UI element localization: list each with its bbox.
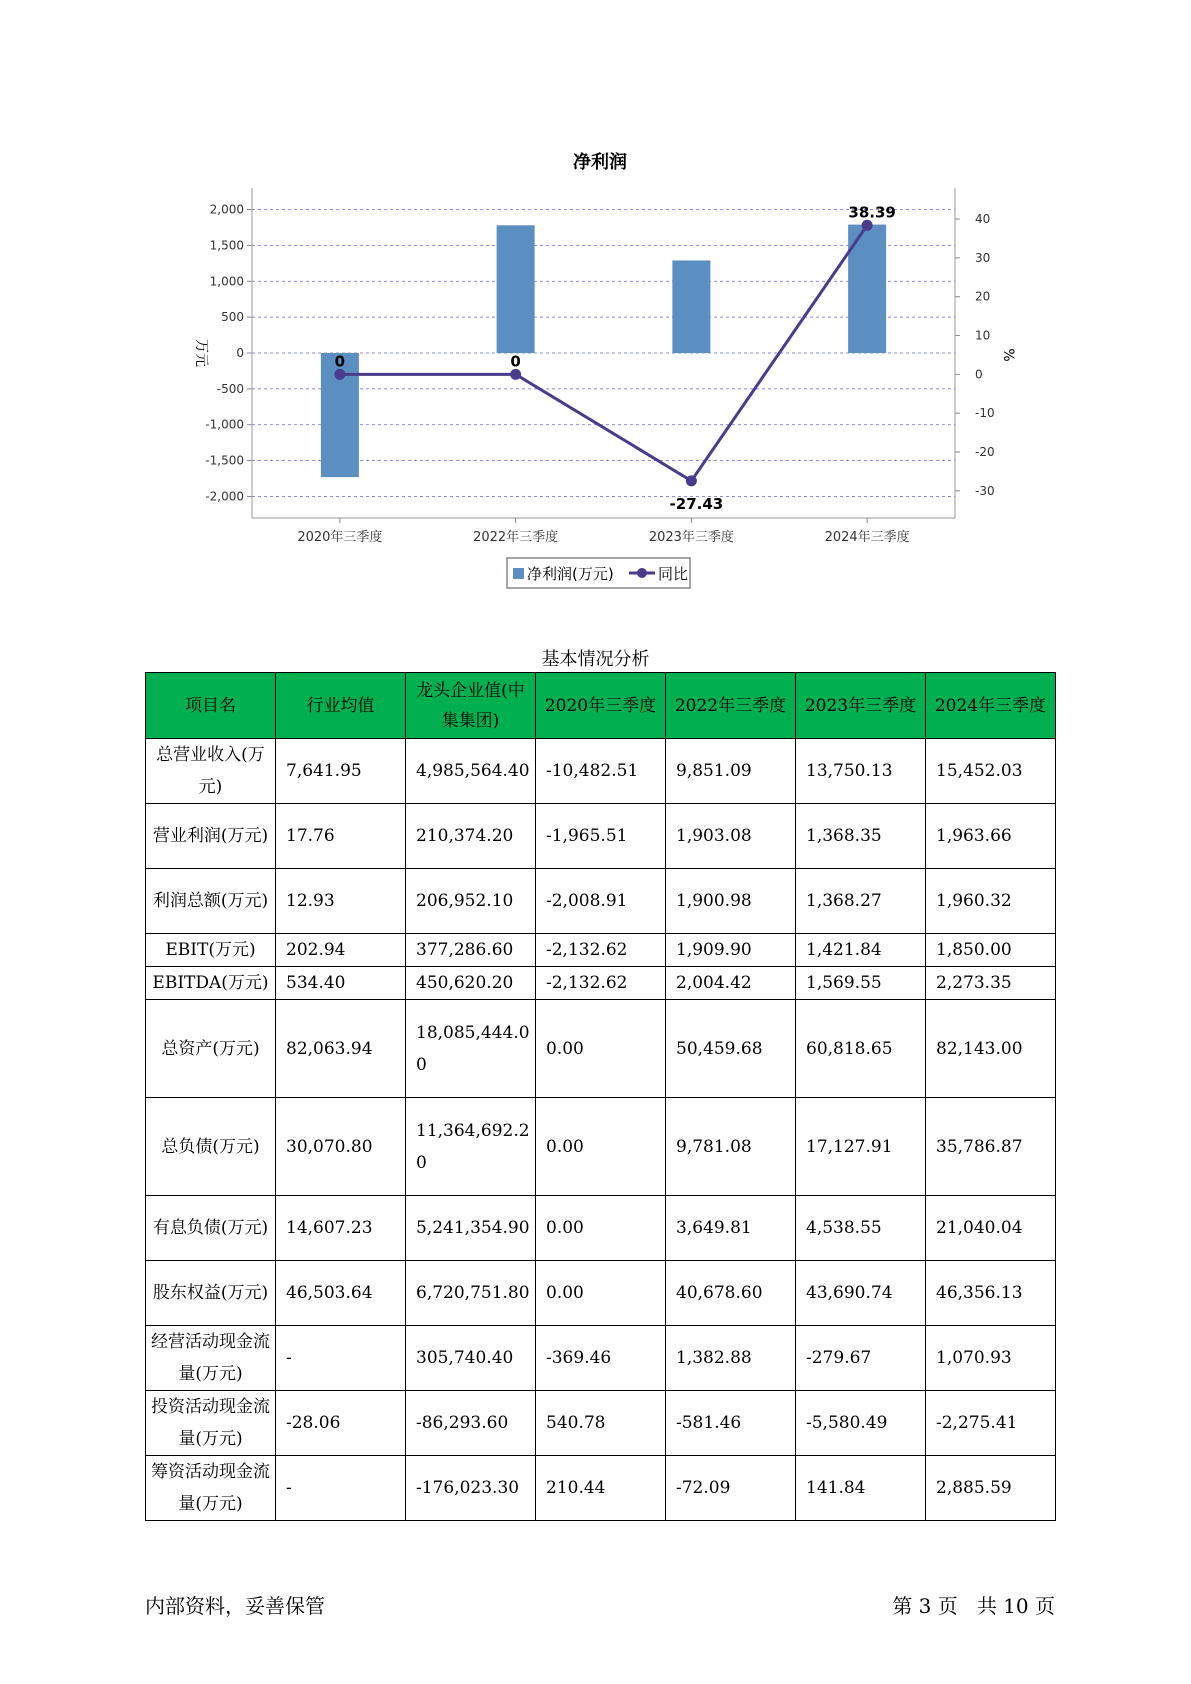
value-cell: 0.00: [536, 1000, 666, 1098]
x-tick-label: 2020年三季度: [297, 530, 383, 545]
value-cell: -369.46: [536, 1326, 666, 1391]
value-cell: 11,364,692.20: [406, 1098, 536, 1196]
value-cell: 1,960.32: [926, 869, 1056, 934]
value-cell: 1,903.08: [666, 804, 796, 869]
y-tick-label: -1,000: [205, 417, 244, 432]
value-cell: 202.94: [276, 934, 406, 967]
footer-confidential-note: 内部资料，妥善保管: [145, 1594, 325, 1618]
value-cell: 1,963.66: [926, 804, 1056, 869]
table-row: [146, 804, 1056, 869]
data-label: 0: [334, 352, 346, 371]
footer-page-number: 第 3 页 共 10 页: [892, 1594, 1055, 1618]
bar-series: [321, 225, 886, 478]
row-label-cell: 有息负债(万元): [146, 1196, 276, 1261]
value-cell: 14,607.23: [276, 1196, 406, 1261]
value-cell: 40,678.60: [666, 1261, 796, 1326]
table-row: [146, 1000, 1056, 1098]
x-tick-label: 2024年三季度: [824, 530, 910, 545]
data-label: -27.43: [669, 494, 724, 513]
value-cell: 1,368.27: [796, 869, 926, 934]
row-label-cell: EBITDA(万元): [146, 967, 276, 1000]
table-header-cell: 龙头企业值(中集集团): [406, 673, 536, 739]
value-cell: 0.00: [536, 1261, 666, 1326]
value-cell: 13,750.13: [796, 739, 926, 804]
table-row: [146, 739, 1056, 804]
table-row: [146, 1196, 1056, 1261]
value-cell: 50,459.68: [666, 1000, 796, 1098]
value-cell: 5,241,354.90: [406, 1196, 536, 1261]
value-cell: 60,818.65: [796, 1000, 926, 1098]
value-cell: 2,004.42: [666, 967, 796, 1000]
legend-label-yoy: 同比: [658, 565, 689, 583]
value-cell: -5,580.49: [796, 1391, 926, 1456]
table-row: [146, 869, 1056, 934]
value-cell: -581.46: [666, 1391, 796, 1456]
y2-tick-label: 30: [975, 250, 991, 265]
y2-tick-label: -20: [975, 445, 995, 459]
value-cell: 4,985,564.40: [406, 739, 536, 804]
table-row: [146, 1261, 1056, 1326]
y-tick-label: 1,500: [209, 238, 244, 253]
chart-legend: [507, 558, 690, 588]
value-cell: 534.40: [276, 967, 406, 1000]
table-header-cell: 项目名: [146, 673, 276, 739]
table-header-row: [146, 673, 1056, 739]
data-label: 38.39: [848, 203, 896, 222]
value-cell: 210,374.20: [406, 804, 536, 869]
value-cell: 12.93: [276, 869, 406, 934]
table-row: [146, 934, 1056, 967]
value-cell: -2,275.41: [926, 1391, 1056, 1456]
legend-swatch-point: [637, 568, 647, 578]
chart-axes: [193, 188, 1016, 545]
value-cell: 1,368.35: [796, 804, 926, 869]
value-cell: -86,293.60: [406, 1391, 536, 1456]
row-label-cell: 总负债(万元): [146, 1098, 276, 1196]
value-cell: 0.00: [536, 1196, 666, 1261]
value-cell: 43,690.74: [796, 1261, 926, 1326]
y-tick-label: -2,000: [205, 489, 244, 504]
value-cell: 540.78: [536, 1391, 666, 1456]
value-cell: 18,085,444.00: [406, 1000, 536, 1098]
value-cell: 6,720,751.80: [406, 1261, 536, 1326]
value-cell: 30,070.80: [276, 1098, 406, 1196]
value-cell: 1,900.98: [666, 869, 796, 934]
table-row: [146, 1456, 1056, 1521]
row-label-cell: 筹资活动现金流量(万元): [146, 1456, 276, 1521]
value-cell: 82,063.94: [276, 1000, 406, 1098]
value-cell: 141.84: [796, 1456, 926, 1521]
table-header-cell: 2024年三季度: [926, 673, 1056, 739]
row-label-cell: EBIT(万元): [146, 934, 276, 967]
x-tick-label: 2023年三季度: [648, 530, 734, 545]
value-cell: -2,008.91: [536, 869, 666, 934]
value-cell: -2,132.62: [536, 934, 666, 967]
value-cell: -10,482.51: [536, 739, 666, 804]
value-cell: 3,649.81: [666, 1196, 796, 1261]
value-cell: 450,620.20: [406, 967, 536, 1000]
y2-tick-label: 0: [975, 367, 983, 382]
x-tick-label: 2022年三季度: [473, 530, 559, 545]
table-header-cell: 2020年三季度: [536, 673, 666, 739]
line-point: [510, 369, 521, 380]
value-cell: 17,127.91: [796, 1098, 926, 1196]
net-profit-chart: [0, 0, 1191, 600]
y2-tick-label: -30: [975, 483, 995, 498]
value-cell: 1,850.00: [926, 934, 1056, 967]
y2-tick-label: 20: [975, 289, 991, 304]
value-cell: 82,143.00: [926, 1000, 1056, 1098]
value-cell: 46,356.13: [926, 1261, 1056, 1326]
row-label-cell: 总营业收入(万元): [146, 739, 276, 804]
chart-title: 净利润: [573, 152, 627, 173]
value-cell: 210.44: [536, 1456, 666, 1521]
legend-swatch-bar: [513, 568, 524, 579]
row-label-cell: 投资活动现金流量(万元): [146, 1391, 276, 1456]
row-label-cell: 总资产(万元): [146, 1000, 276, 1098]
table-header-cell: 2022年三季度: [666, 673, 796, 739]
value-cell: 46,503.64: [276, 1261, 406, 1326]
bar: [672, 260, 710, 353]
table-row: [146, 1326, 1056, 1391]
table-row: [146, 1391, 1056, 1456]
y2-axis-title: %: [1000, 348, 1016, 362]
value-cell: 1,382.88: [666, 1326, 796, 1391]
bar: [497, 225, 535, 353]
row-label-cell: 股东权益(万元): [146, 1261, 276, 1326]
table-body: [146, 739, 1056, 1521]
value-cell: 2,885.59: [926, 1456, 1056, 1521]
y-tick-label: 1,000: [209, 274, 244, 289]
value-cell: 9,851.09: [666, 739, 796, 804]
value-cell: 17.76: [276, 804, 406, 869]
y2-tick-label: 40: [975, 212, 991, 227]
value-cell: 1,909.90: [666, 934, 796, 967]
y2-tick-label: -10: [975, 406, 995, 421]
value-cell: -72.09: [666, 1456, 796, 1521]
table-row: [146, 967, 1056, 1000]
basic-analysis-table: [145, 672, 1056, 1521]
value-cell: 2,273.35: [926, 967, 1056, 1000]
value-cell: 0.00: [536, 1098, 666, 1196]
y-tick-label: -1,500: [205, 453, 244, 468]
table-header-cell: 行业均值: [276, 673, 406, 739]
value-cell: -2,132.62: [536, 967, 666, 1000]
table-row: [146, 1098, 1056, 1196]
table-caption: 基本情况分析: [541, 649, 650, 670]
value-cell: 1,569.55: [796, 967, 926, 1000]
legend-label-net-profit: 净利润(万元): [527, 565, 614, 583]
value-cell: 9,781.08: [666, 1098, 796, 1196]
value-cell: 1,421.84: [796, 934, 926, 967]
y-tick-label: 2,000: [209, 202, 244, 217]
row-label-cell: 营业利润(万元): [146, 804, 276, 869]
value-cell: -1,965.51: [536, 804, 666, 869]
row-label-cell: 经营活动现金流量(万元): [146, 1326, 276, 1391]
data-labels: [335, 203, 896, 513]
data-label: 0: [510, 352, 521, 371]
value-cell: 15,452.03: [926, 739, 1056, 804]
value-cell: 35,786.87: [926, 1098, 1056, 1196]
table-header-cell: 2023年三季度: [796, 673, 926, 739]
y2-tick-label: 10: [975, 328, 991, 343]
value-cell: 7,641.95: [276, 739, 406, 804]
value-cell: -: [276, 1326, 406, 1391]
y-axis-title: 万元: [193, 339, 209, 367]
value-cell: -176,023.30: [406, 1456, 536, 1521]
value-cell: 1,070.93: [926, 1326, 1056, 1391]
value-cell: 206,952.10: [406, 869, 536, 934]
value-cell: 305,740.40: [406, 1326, 536, 1391]
y-tick-label: -500: [216, 381, 244, 396]
row-label-cell: 利润总额(万元): [146, 869, 276, 934]
value-cell: 4,538.55: [796, 1196, 926, 1261]
y-tick-label: 0: [236, 346, 244, 360]
y-tick-label: 500: [221, 310, 244, 325]
line-point: [862, 220, 873, 231]
value-cell: 377,286.60: [406, 934, 536, 967]
line-point: [686, 475, 697, 486]
line-point: [334, 369, 345, 380]
value-cell: -28.06: [276, 1391, 406, 1456]
value-cell: 21,040.04: [926, 1196, 1056, 1261]
value-cell: -279.67: [796, 1326, 926, 1391]
value-cell: -: [276, 1456, 406, 1521]
